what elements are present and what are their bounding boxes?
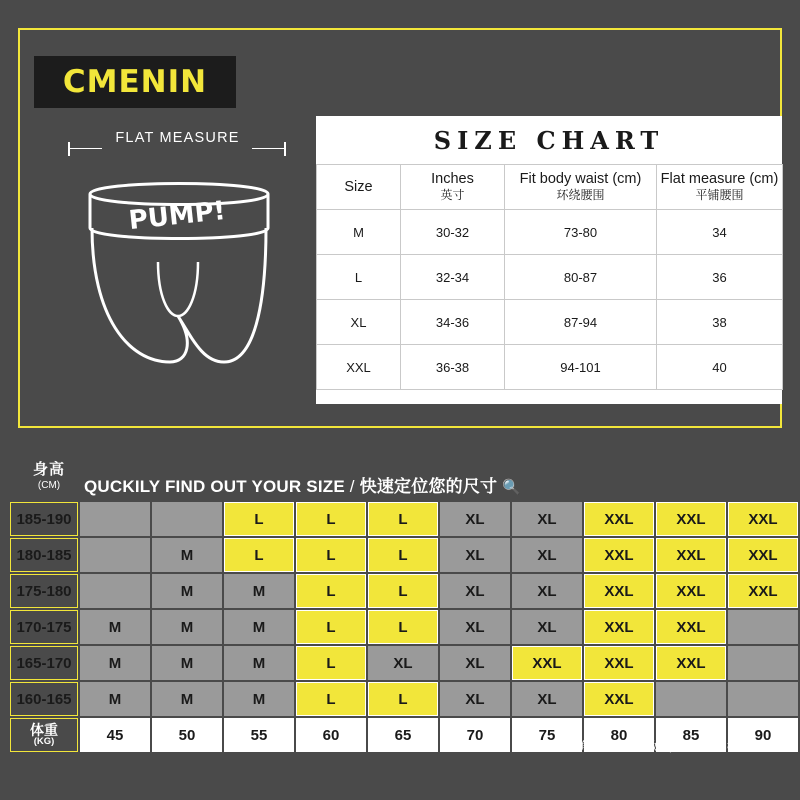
size-cell-xxl: XXL <box>584 538 654 572</box>
size-cell-empty <box>728 646 798 680</box>
cell-fit: 87-94 <box>505 300 657 345</box>
size-cell-xl: XL <box>440 610 510 644</box>
height-range-cell: 175-180 <box>10 574 78 608</box>
size-chart-title: SIZE CHART <box>433 125 665 155</box>
size-finder-section <box>0 461 800 753</box>
size-cell-m: M <box>152 610 222 644</box>
header-cell-flat-measure: Flat measure (cm) 平铺腰围 <box>657 165 783 210</box>
size-cell-xxl: XXL <box>728 538 798 572</box>
cell-flat: 40 <box>657 345 783 390</box>
header-cell-size: Size <box>317 165 401 210</box>
size-finder-row <box>10 502 798 536</box>
size-cell-xxl: XXL <box>512 646 582 680</box>
size-cell-xl: XL <box>512 502 582 536</box>
height-axis-label: 身高 (CM) <box>32 461 65 491</box>
size-cell-m: M <box>80 646 150 680</box>
size-cell-xxl: XXL <box>728 574 798 608</box>
size-cell-l: L <box>296 502 366 536</box>
size-cell-l: L <box>368 502 438 536</box>
height-range-cell: 165-170 <box>10 646 78 680</box>
header-cell-inches: Inches 英寸 <box>401 165 505 210</box>
weight-cell: 50 <box>152 718 222 752</box>
size-chart-header-row <box>317 165 783 210</box>
cell-fit: 73-80 <box>505 210 657 255</box>
size-cell-empty <box>656 682 726 716</box>
size-cell-empty <box>728 682 798 716</box>
size-cell-empty <box>728 610 798 644</box>
size-finder-footnote: *确定您的尺寸数据，然后找到相应尺码。 <box>572 741 784 753</box>
size-cell-xl: XL <box>440 574 510 608</box>
cell-inches: 36-38 <box>401 345 505 390</box>
size-cell-m: M <box>152 646 222 680</box>
cell-flat: 36 <box>657 255 783 300</box>
height-range-cell: 170-175 <box>10 610 78 644</box>
size-cell-l: L <box>368 610 438 644</box>
cell-flat: 34 <box>657 210 783 255</box>
cell-fit: 94-101 <box>505 345 657 390</box>
size-cell-xl: XL <box>512 610 582 644</box>
weight-cell: 45 <box>80 718 150 752</box>
size-cell-xl: XL <box>440 646 510 680</box>
weight-axis-label: 体重 (KG) <box>10 718 78 752</box>
size-cell-empty <box>80 502 150 536</box>
size-finder-row <box>10 610 798 644</box>
size-chart-table <box>316 164 783 390</box>
weight-cell: 80 <box>584 718 654 752</box>
height-range-cell: 185-190 <box>10 502 78 536</box>
size-cell-xl: XL <box>440 682 510 716</box>
cell-size: M <box>317 210 401 255</box>
size-cell-xl: XL <box>440 502 510 536</box>
height-range-cell: 160-165 <box>10 682 78 716</box>
size-cell-xl: XL <box>368 646 438 680</box>
size-cell-l: L <box>296 646 366 680</box>
size-cell-xl: XL <box>512 538 582 572</box>
size-finder-header <box>0 462 800 496</box>
flat-measure-graphic <box>50 130 305 390</box>
table-row <box>317 300 783 345</box>
size-cell-m: M <box>80 682 150 716</box>
height-range-cell: 180-185 <box>10 538 78 572</box>
weight-cell: 75 <box>512 718 582 752</box>
size-cell-xxl: XXL <box>584 682 654 716</box>
brand-logo <box>34 56 236 108</box>
size-cell-xxl: XXL <box>584 502 654 536</box>
size-cell-l: L <box>368 574 438 608</box>
cell-size: L <box>317 255 401 300</box>
size-finder-row <box>10 538 798 572</box>
cell-size: XXL <box>317 345 401 390</box>
size-finder-row <box>10 646 798 680</box>
product-wordmark: PUMP! <box>127 196 227 237</box>
size-cell-l: L <box>224 502 294 536</box>
size-cell-m: M <box>224 646 294 680</box>
cell-inches: 32-34 <box>401 255 505 300</box>
size-cell-empty <box>152 502 222 536</box>
flat-measure-label: FLAT MEASURE <box>115 130 240 146</box>
size-cell-l: L <box>296 682 366 716</box>
brand-logo-text: CMENIN <box>62 64 208 100</box>
size-cell-xxl: XXL <box>584 610 654 644</box>
size-cell-empty <box>80 538 150 572</box>
size-cell-xxl: XXL <box>656 502 726 536</box>
underwear-illustration <box>58 166 298 376</box>
title-english: QUCKILY FIND OUT YOUR SIZE <box>84 477 345 496</box>
size-cell-xl: XL <box>512 574 582 608</box>
size-cell-xxl: XXL <box>656 646 726 680</box>
size-cell-l: L <box>296 538 366 572</box>
size-cell-xl: XL <box>440 538 510 572</box>
table-row <box>317 345 783 390</box>
weight-cell: 65 <box>368 718 438 752</box>
size-finder-row <box>10 682 798 716</box>
size-cell-m: M <box>152 538 222 572</box>
size-cell-m: M <box>80 610 150 644</box>
cell-size: XL <box>317 300 401 345</box>
title-chinese: 快速定位您的尺寸 <box>359 477 498 496</box>
size-cell-m: M <box>224 574 294 608</box>
size-cell-l: L <box>368 538 438 572</box>
cell-inches: 30-32 <box>401 210 505 255</box>
weight-cell: 70 <box>440 718 510 752</box>
size-cell-m: M <box>152 574 222 608</box>
cell-flat: 38 <box>657 300 783 345</box>
size-cell-xxl: XXL <box>656 574 726 608</box>
size-finder-title <box>84 472 521 497</box>
size-cell-m: M <box>224 682 294 716</box>
title-separator: / <box>344 477 360 496</box>
size-finder-grid <box>8 500 800 754</box>
size-cell-xxl: XXL <box>584 646 654 680</box>
size-cell-l: L <box>224 538 294 572</box>
size-cell-xxl: XXL <box>656 538 726 572</box>
cell-fit: 80-87 <box>505 255 657 300</box>
size-cell-l: L <box>368 682 438 716</box>
top-panel <box>18 28 782 428</box>
size-cell-m: M <box>224 610 294 644</box>
header-cell-fit-body-waist: Fit body waist (cm) 环绕腰围 <box>505 165 657 210</box>
size-cell-l: L <box>296 610 366 644</box>
weight-cell: 60 <box>296 718 366 752</box>
search-icon: 🔍 <box>502 479 522 496</box>
size-cell-xxl: XXL <box>584 574 654 608</box>
size-chart-card <box>316 116 782 404</box>
weight-cell: 90 <box>728 718 798 752</box>
weight-cell: 55 <box>224 718 294 752</box>
size-finder-row <box>10 574 798 608</box>
table-row <box>317 255 783 300</box>
size-cell-l: L <box>296 574 366 608</box>
table-row <box>317 210 783 255</box>
weight-cell: 85 <box>656 718 726 752</box>
size-cell-xl: XL <box>512 682 582 716</box>
size-cell-m: M <box>152 682 222 716</box>
cell-inches: 34-36 <box>401 300 505 345</box>
size-cell-xxl: XXL <box>656 610 726 644</box>
size-cell-xxl: XXL <box>728 502 798 536</box>
size-cell-empty <box>80 574 150 608</box>
